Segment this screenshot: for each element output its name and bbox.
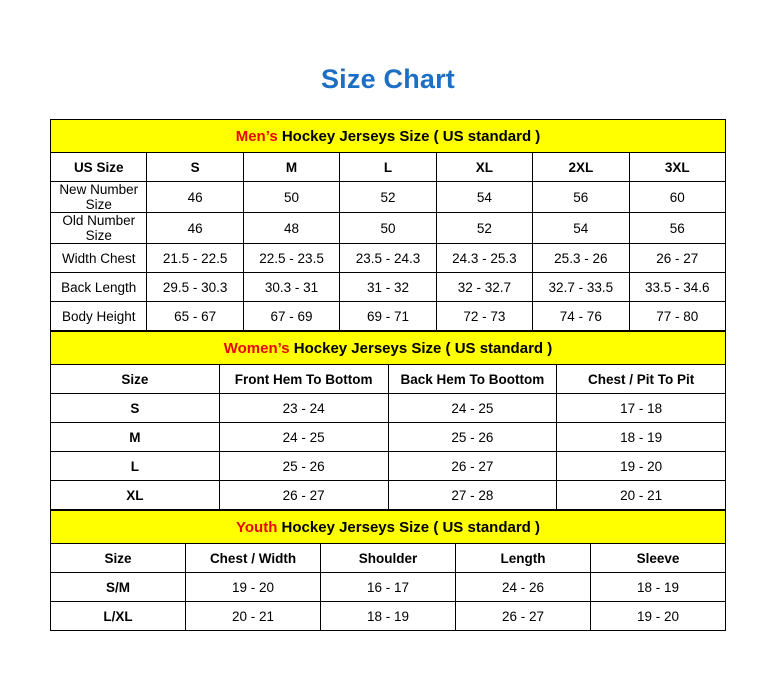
mens-row-1-col-6: 56 (629, 213, 725, 244)
mens-row-4-col-1: 65 - 67 (147, 302, 243, 331)
table-row (51, 213, 726, 244)
womens-row-2-col-1: 25 - 26 (219, 452, 388, 481)
mens-row-1-col-4: 52 (436, 213, 532, 244)
section-youth (50, 510, 726, 631)
youth-row-1-col-4: 19 - 20 (591, 602, 726, 631)
section-womens (50, 331, 726, 510)
mens-header-2: M (243, 153, 339, 182)
youth-header-4: Sleeve (591, 544, 726, 573)
mens-row-3-col-4: 32 - 32.7 (436, 273, 532, 302)
womens-row-1-col-3: 18 - 19 (557, 423, 726, 452)
womens-row-2-col-3: 19 - 20 (557, 452, 726, 481)
womens-header-1: Front Hem To Bottom (219, 365, 388, 394)
youth-row-1-col-2: 18 - 19 (321, 602, 456, 631)
mens-row-3-col-5: 32.7 - 33.5 (533, 273, 629, 302)
youth-row-0-label: S/M (51, 573, 186, 602)
mens-row-4-col-3: 69 - 71 (340, 302, 436, 331)
youth-row-0-col-2: 16 - 17 (321, 573, 456, 602)
mens-row-3-label: Back Length (51, 273, 147, 302)
womens-banner-accent: Women’s (223, 339, 290, 357)
table-header-row (51, 544, 726, 573)
youth-header-1: Chest / Width (186, 544, 321, 573)
womens-row-2-col-2: 26 - 27 (388, 452, 557, 481)
womens-row-0-label: S (51, 394, 220, 423)
womens-header-0: Size (51, 365, 220, 394)
mens-row-3-col-2: 30.3 - 31 (243, 273, 339, 302)
page-title: Size Chart (320, 64, 456, 94)
womens-row-0-col-3: 17 - 18 (557, 394, 726, 423)
table-banner-row (51, 120, 726, 153)
womens-row-1-col-2: 25 - 26 (388, 423, 557, 452)
mens-header-4: XL (436, 153, 532, 182)
table-row (51, 244, 726, 273)
mens-row-1-col-5: 54 (533, 213, 629, 244)
mens-row-4-col-5: 74 - 76 (533, 302, 629, 331)
womens-row-1-col-1: 24 - 25 (219, 423, 388, 452)
mens-row-1-label: Old Number Size (51, 213, 147, 244)
mens-row-4-label: Body Height (51, 302, 147, 331)
mens-header-1: S (147, 153, 243, 182)
table-row (51, 452, 726, 481)
mens-row-2-col-1: 21.5 - 22.5 (147, 244, 243, 273)
section-mens (50, 119, 726, 331)
size-tables-container (50, 119, 726, 631)
youth-row-0-col-1: 19 - 20 (186, 573, 321, 602)
table-banner-row (51, 511, 726, 544)
womens-row-3-label: XL (51, 481, 220, 510)
mens-banner-rest: Hockey Jerseys Size ( US standard ) (277, 127, 541, 145)
youth-size-table (50, 510, 726, 631)
mens-header-0: US Size (51, 153, 147, 182)
mens-row-0-col-2: 50 (243, 182, 339, 213)
youth-header-3: Length (456, 544, 591, 573)
youth-header-2: Shoulder (321, 544, 456, 573)
mens-banner-cell (51, 120, 726, 153)
mens-header-6: 3XL (629, 153, 725, 182)
mens-row-0-label: New Number Size (51, 182, 147, 213)
youth-banner-accent: Youth (236, 518, 278, 536)
mens-row-0-col-5: 56 (533, 182, 629, 213)
womens-header-3: Chest / Pit To Pit (557, 365, 726, 394)
mens-row-1-col-1: 46 (147, 213, 243, 244)
table-row (51, 423, 726, 452)
youth-row-0-col-4: 18 - 19 (591, 573, 726, 602)
table-row (51, 182, 726, 213)
youth-banner-rest: Hockey Jerseys Size ( US standard ) (277, 518, 540, 536)
womens-row-0-col-2: 24 - 25 (388, 394, 557, 423)
mens-row-2-col-6: 26 - 27 (629, 244, 725, 273)
mens-header-5: 2XL (533, 153, 629, 182)
womens-row-2-label: L (51, 452, 220, 481)
table-banner-row (51, 332, 726, 365)
mens-row-0-col-4: 54 (436, 182, 532, 213)
womens-row-3-col-3: 20 - 21 (557, 481, 726, 510)
mens-row-2-label: Width Chest (51, 244, 147, 273)
mens-row-4-col-2: 67 - 69 (243, 302, 339, 331)
mens-row-2-col-4: 24.3 - 25.3 (436, 244, 532, 273)
mens-row-2-col-2: 22.5 - 23.5 (243, 244, 339, 273)
womens-row-1-label: M (51, 423, 220, 452)
mens-row-0-col-3: 52 (340, 182, 436, 213)
youth-banner-cell (51, 511, 726, 544)
youth-header-0: Size (51, 544, 186, 573)
womens-banner-rest: Hockey Jerseys Size ( US standard ) (289, 339, 553, 357)
table-header-row (51, 153, 726, 182)
mens-size-table (50, 119, 726, 331)
mens-row-3-col-6: 33.5 - 34.6 (629, 273, 725, 302)
mens-row-4-col-4: 72 - 73 (436, 302, 532, 331)
table-row (51, 602, 726, 631)
youth-row-1-col-1: 20 - 21 (186, 602, 321, 631)
mens-row-1-col-3: 50 (340, 213, 436, 244)
womens-banner-cell (51, 332, 726, 365)
mens-row-3-col-1: 29.5 - 30.3 (147, 273, 243, 302)
mens-row-1-col-2: 48 (243, 213, 339, 244)
mens-header-3: L (340, 153, 436, 182)
womens-row-3-col-2: 27 - 28 (388, 481, 557, 510)
mens-row-0-col-1: 46 (147, 182, 243, 213)
table-row (51, 481, 726, 510)
womens-header-2: Back Hem To Boottom (388, 365, 557, 394)
table-row (51, 573, 726, 602)
table-row (51, 302, 726, 331)
mens-row-4-col-6: 77 - 80 (629, 302, 725, 331)
youth-row-1-label: L/XL (51, 602, 186, 631)
youth-row-1-col-3: 26 - 27 (456, 602, 591, 631)
mens-banner-accent: Men’s (235, 127, 278, 145)
mens-row-3-col-3: 31 - 32 (340, 273, 436, 302)
table-header-row (51, 365, 726, 394)
mens-row-2-col-3: 23.5 - 24.3 (340, 244, 436, 273)
womens-size-table (50, 331, 726, 510)
youth-row-0-col-3: 24 - 26 (456, 573, 591, 602)
mens-row-2-col-5: 25.3 - 26 (533, 244, 629, 273)
womens-row-3-col-1: 26 - 27 (219, 481, 388, 510)
mens-row-0-col-6: 60 (629, 182, 725, 213)
womens-row-0-col-1: 23 - 24 (219, 394, 388, 423)
table-row (51, 273, 726, 302)
table-row (51, 394, 726, 423)
